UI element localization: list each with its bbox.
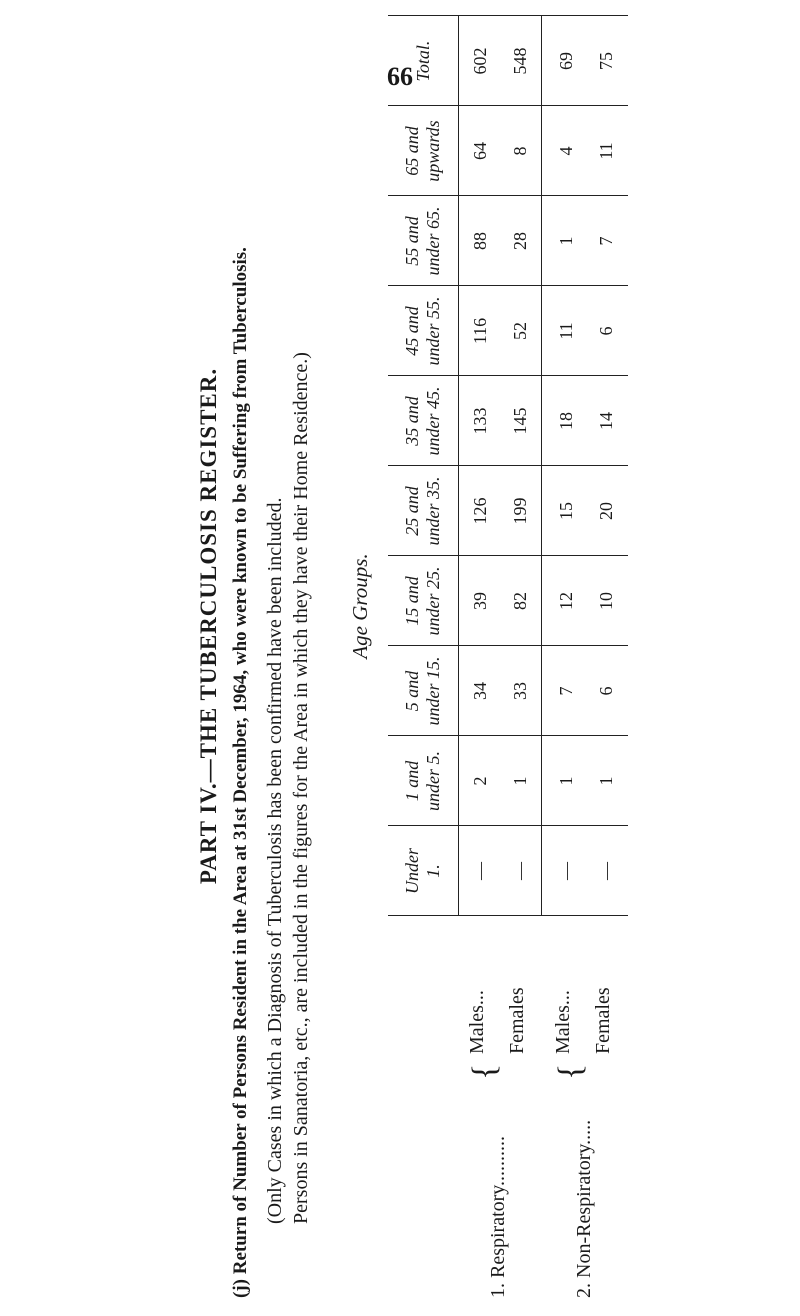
- row-sex-label: Males...: [466, 990, 488, 1054]
- col-header-total: [388, 16, 458, 106]
- table-cell: 11: [596, 142, 616, 160]
- col-header-15-under-25: [388, 556, 458, 646]
- table-cell: 33: [510, 682, 530, 700]
- note-paragraph: [262, 94, 314, 1224]
- table-cell: 52: [510, 322, 530, 340]
- table-cell: 11: [556, 322, 576, 340]
- age-groups-label: Age Groups.: [348, 553, 372, 659]
- row-label-respiratory: 1. Respiratory..........: [487, 1135, 509, 1298]
- table-cell: 15: [556, 502, 576, 520]
- return-title: (j) Return of Number of Persons Resident in the Area at 31st December, 1964, who were known to be Suffering from Tuberculosis.: [230, 247, 251, 1298]
- table-cell: 7: [556, 686, 576, 696]
- table-cell: 145: [510, 407, 530, 435]
- col-header-line1: 1 and: [402, 760, 422, 802]
- note-line-1: (Only Cases in which a Diagnosis of Tuberculosis has been confirmed have been included.: [264, 497, 286, 1224]
- col-header-25-under-35: [388, 466, 458, 556]
- col-header-under-1: [388, 826, 458, 916]
- note-line-2: Persons in Sanatoria, etc., are included in the figures for the Area in which they have their Home Residence.): [290, 352, 312, 1224]
- table-cell: 199: [510, 497, 530, 525]
- col-header-5-under-15: [388, 646, 458, 736]
- row-sex-label: Females: [506, 987, 528, 1054]
- col-header-65-upwards: [388, 106, 458, 196]
- table-cell: 18: [556, 412, 576, 430]
- col-header-line2: upwards: [423, 120, 443, 182]
- section-heading: PART IV.—THE TUBERCULOSIS REGISTER.: [196, 367, 221, 885]
- col-header-line2: under 55.: [423, 296, 443, 366]
- col-header-line2: 1.: [423, 864, 443, 878]
- col-header-line1: 25 and: [402, 486, 422, 536]
- table-header-rule: [458, 16, 459, 916]
- col-header-line1: 35 and: [402, 396, 422, 446]
- col-header-45-under-55: [388, 286, 458, 376]
- page-number: 66: [387, 62, 413, 91]
- col-header-line1: 15 and: [402, 576, 422, 626]
- table-cell: 1: [510, 776, 530, 786]
- table-cell: 1: [596, 776, 616, 786]
- table-cell: 133: [470, 407, 490, 435]
- col-header-line2: under 45.: [423, 386, 443, 456]
- table-cell: 14: [596, 412, 616, 430]
- table-cell: 39: [470, 592, 490, 610]
- table-cell: 7: [596, 236, 616, 246]
- table-cell: 8: [510, 146, 530, 156]
- col-header-line1: 55 and: [402, 216, 422, 266]
- col-header-35-under-45: [388, 376, 458, 466]
- row-sex-label: Males...: [552, 990, 574, 1054]
- table-cell-total: 75: [596, 52, 616, 70]
- table-cell: 12: [556, 592, 576, 610]
- col-header-line1: 65 and: [402, 126, 422, 176]
- table-cell: 4: [556, 146, 576, 156]
- col-header-line2: under 5.: [423, 751, 443, 811]
- table-cell: 1: [556, 776, 576, 786]
- table-cell: 6: [596, 686, 616, 696]
- table-cell: 1: [556, 236, 576, 246]
- col-header-line1: 45 and: [402, 306, 422, 356]
- table-cell-total: 602: [470, 47, 490, 75]
- col-header-line2: under 65.: [423, 206, 443, 276]
- table-cell: 2: [470, 776, 490, 786]
- table-cell: —: [556, 862, 576, 880]
- row-sex-label: Females: [592, 987, 614, 1054]
- table-cell: 20: [596, 502, 616, 520]
- col-header-1-under-5: [388, 736, 458, 826]
- table-cell: 116: [470, 317, 490, 345]
- table-cell: 34: [470, 682, 490, 700]
- table-cell: —: [470, 862, 490, 880]
- table-cell: 10: [596, 592, 616, 610]
- table-cell: —: [596, 862, 616, 880]
- brace: {: [552, 1063, 589, 1080]
- table-cell: 64: [470, 142, 490, 160]
- col-header-55-under-65: [388, 196, 458, 286]
- table-cell: 6: [596, 326, 616, 336]
- table-cell-total: 69: [556, 52, 576, 70]
- col-header-line1: 5 and: [402, 670, 422, 712]
- table-cell: 126: [470, 497, 490, 525]
- col-header-line2: under 15.: [423, 656, 443, 726]
- table-cell-total: 548: [510, 47, 530, 75]
- col-header-line2: under 25.: [423, 566, 443, 636]
- table-cell: 88: [470, 232, 490, 250]
- table-group-rule: [541, 16, 542, 916]
- row-label-non-respiratory: 2. Non-Respiratory.....: [573, 1119, 595, 1298]
- brace: {: [466, 1063, 503, 1080]
- col-header-line1: Total.: [412, 40, 433, 82]
- col-header-line2: under 35.: [423, 476, 443, 546]
- col-header-line1: Under: [402, 848, 422, 894]
- table-cell: 82: [510, 592, 530, 610]
- table-cell: —: [510, 862, 530, 880]
- table-cell: 28: [510, 232, 530, 250]
